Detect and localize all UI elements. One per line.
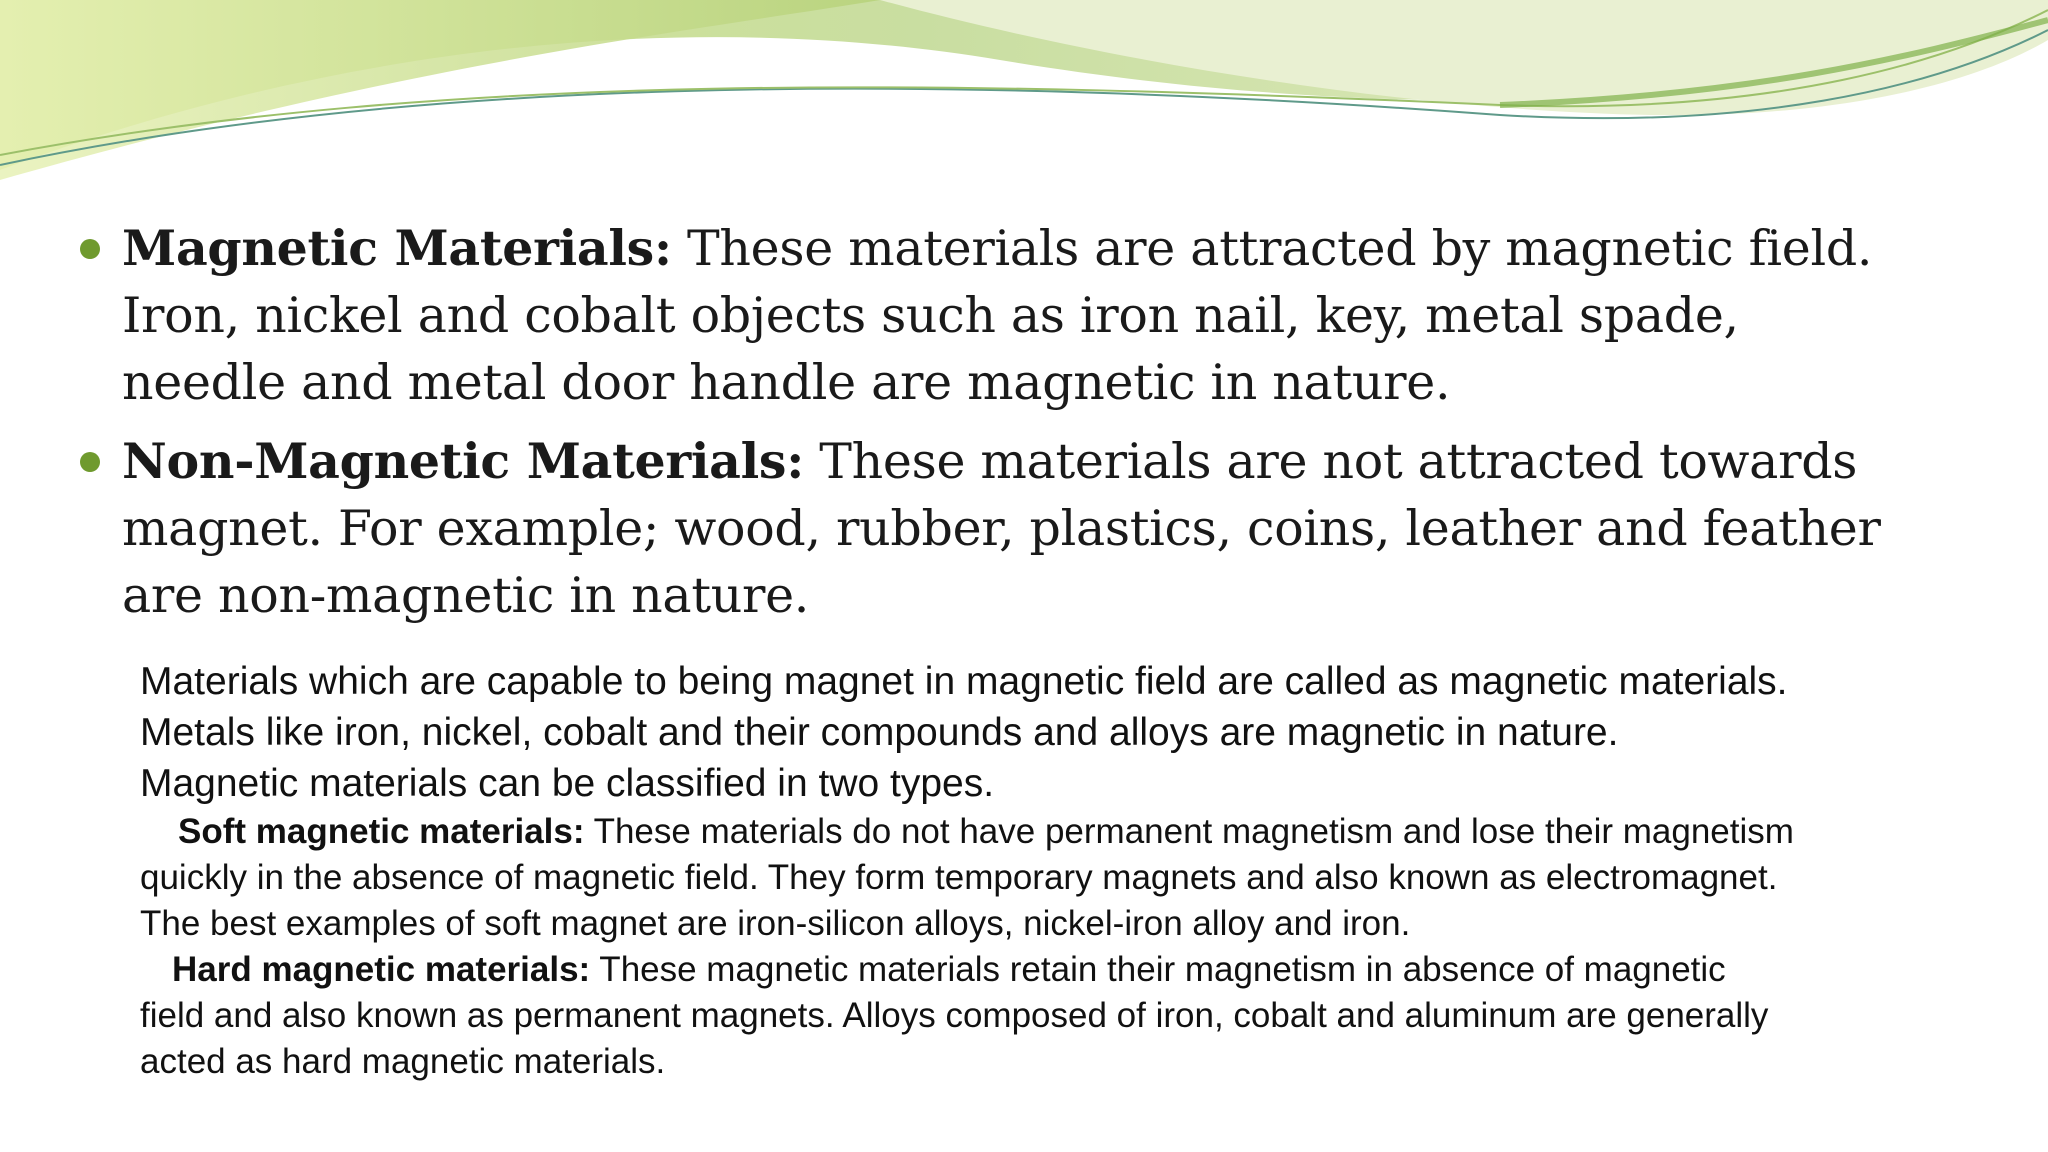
explanation-paragraph bbox=[140, 656, 2020, 1085]
paragraph-line: Materials which are capable to being magnet in magnetic field are called as magnetic materials. bbox=[140, 660, 1788, 703]
bullet-line: needle and metal door handle are magnetic in nature. bbox=[122, 354, 1451, 411]
soft-magnetic-term: Soft magnetic materials: bbox=[178, 812, 585, 851]
hard-magnetic-line bbox=[140, 947, 2020, 993]
bullet-dot-icon bbox=[80, 239, 100, 259]
hard-magnetic-term: Hard magnetic materials: bbox=[172, 950, 591, 989]
bullet-magnetic-materials bbox=[80, 215, 1980, 416]
bullet-line: Iron, nickel and cobalt objects such as iron nail, key, metal spade, bbox=[122, 287, 1739, 344]
hard-magnetic-text: These magnetic materials retain their magnetism in absence of magnetic bbox=[590, 950, 1726, 989]
hard-magnetic-line: field and also known as permanent magnets. Alloys composed of iron, cobalt and aluminum are generally bbox=[140, 996, 1769, 1035]
bullet-text: These materials are attracted by magnetic field. bbox=[671, 220, 1873, 277]
soft-magnetic-line bbox=[140, 809, 2020, 855]
soft-magnetic-text: These materials do not have permanent magnetism and lose their magnetism bbox=[584, 812, 1794, 851]
bullet-line: are non-magnetic in nature. bbox=[122, 567, 810, 624]
bullet-line bbox=[122, 428, 1980, 495]
soft-magnetic-line: quickly in the absence of magnetic field. They form temporary magnets and also known as electromagnet. bbox=[140, 858, 1778, 897]
bullet-non-magnetic-materials bbox=[80, 428, 1980, 629]
bullet-line: magnet. For example; wood, rubber, plastics, coins, leather and feather bbox=[122, 500, 1881, 557]
hard-magnetic-line: acted as hard magnetic materials. bbox=[140, 1042, 666, 1081]
paragraph-line: Magnetic materials can be classified in two types. bbox=[140, 762, 995, 805]
soft-magnetic-line: The best examples of soft magnet are iron-silicon alloys, nickel-iron alloy and iron. bbox=[140, 904, 1411, 943]
bullet-term: Magnetic Materials: bbox=[122, 219, 672, 277]
bullet-dot-icon bbox=[80, 452, 100, 472]
bullet-term: Non-Magnetic Materials: bbox=[122, 432, 804, 490]
decorative-wave-banner bbox=[0, 0, 2048, 200]
bullet-text: These materials are not attracted towards bbox=[804, 433, 1858, 490]
paragraph-line: Metals like iron, nickel, cobalt and their compounds and alloys are magnetic in nature. bbox=[140, 711, 1619, 754]
bullet-list bbox=[80, 215, 1980, 641]
bullet-line bbox=[122, 215, 1980, 282]
